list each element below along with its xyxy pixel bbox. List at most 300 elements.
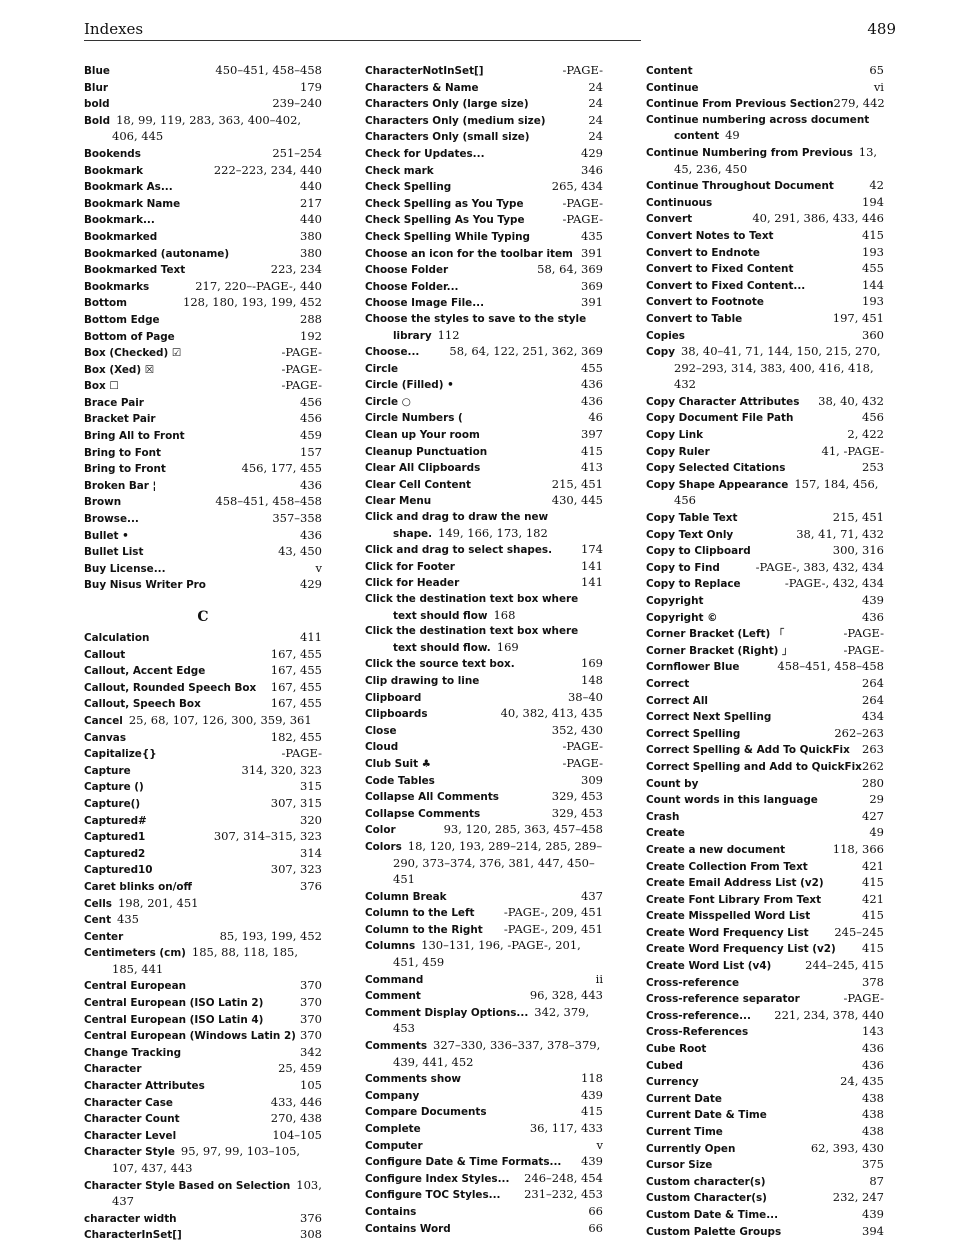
index-entry bbox=[84, 80, 322, 97]
index-entry bbox=[365, 1171, 603, 1188]
page-references: 198, 201, 451 bbox=[117, 895, 199, 910]
index-term: Create Word Frequency List bbox=[646, 926, 809, 939]
index-term: Create bbox=[646, 827, 685, 840]
index-term: Bullet List bbox=[84, 546, 144, 559]
index-entry bbox=[365, 1071, 603, 1088]
index-term: Collapse Comments bbox=[365, 807, 481, 820]
index-term: Check mark bbox=[365, 164, 434, 177]
index-entry bbox=[84, 912, 322, 929]
page-references: 128, 180, 193, 199, 452 bbox=[183, 295, 322, 310]
index-entry bbox=[84, 262, 322, 279]
index-term: Bookmark Name bbox=[84, 197, 181, 210]
index-entry bbox=[365, 723, 603, 740]
index-term: Comments bbox=[365, 1040, 428, 1053]
index-term: Circle bbox=[365, 362, 399, 375]
index-entry bbox=[646, 311, 884, 328]
page-references: 315 bbox=[300, 779, 322, 794]
page-references: 217 bbox=[300, 195, 322, 210]
index-term: Clear All Clipboards bbox=[365, 462, 481, 475]
index-entry bbox=[84, 544, 322, 561]
page-references: 455 bbox=[862, 261, 884, 276]
index-term: Correct Next Spelling bbox=[646, 711, 772, 724]
index-entry bbox=[84, 163, 322, 180]
page-references: 24 bbox=[588, 129, 603, 144]
page-number: 489 bbox=[867, 20, 896, 38]
index-term: Current Date bbox=[646, 1092, 722, 1105]
index-entry bbox=[84, 829, 322, 846]
page-references: 456 bbox=[862, 410, 884, 425]
index-term: Create Font Library From Text bbox=[646, 893, 822, 906]
index-entry bbox=[365, 1138, 603, 1155]
page-references: 262–263 bbox=[834, 725, 884, 740]
index-entry bbox=[365, 246, 603, 263]
page-references: 438 bbox=[862, 1107, 884, 1122]
index-term: Comment bbox=[365, 990, 421, 1003]
page-references: 42 bbox=[869, 178, 884, 193]
index-entry bbox=[365, 427, 603, 444]
index-term: Bottom bbox=[84, 297, 127, 310]
index-term: Characters Only (large size) bbox=[365, 98, 529, 111]
index-entry bbox=[646, 593, 884, 610]
index-entry bbox=[365, 212, 603, 229]
index-column-1 bbox=[84, 63, 322, 1244]
index-entry bbox=[646, 560, 884, 577]
page-references: 370 bbox=[300, 1028, 322, 1043]
index-entry bbox=[365, 444, 603, 461]
index-term: Calculation bbox=[84, 632, 150, 644]
page-references: 429 bbox=[300, 577, 322, 592]
index-entry bbox=[365, 575, 603, 592]
index-entry bbox=[646, 676, 884, 693]
index-term: Check Spelling As You Type bbox=[365, 214, 525, 227]
page-references: 279, 442 bbox=[833, 96, 885, 111]
index-entry bbox=[646, 96, 884, 113]
page-references: 391 bbox=[581, 245, 603, 260]
index-term: Capture() bbox=[84, 797, 141, 810]
page-references: 309 bbox=[581, 772, 603, 787]
page-references: 130–131, 196, -PAGE-, 201, 451, 459 bbox=[393, 938, 581, 970]
index-entry bbox=[646, 809, 884, 826]
page-references: 314 bbox=[300, 845, 322, 860]
index-term: Bring All to Front bbox=[84, 430, 185, 443]
page-references: 456 bbox=[300, 394, 322, 409]
index-term: Currency bbox=[646, 1076, 699, 1089]
index-entry bbox=[365, 656, 603, 673]
page-references: 380 bbox=[300, 245, 322, 260]
index-term: Characters Only (small size) bbox=[365, 131, 530, 144]
index-entry bbox=[84, 445, 322, 462]
index-entry bbox=[365, 510, 603, 542]
page-references: 360 bbox=[862, 327, 884, 342]
index-entry bbox=[84, 494, 322, 511]
index-entry bbox=[646, 394, 884, 411]
index-entry bbox=[646, 195, 884, 212]
index-entry bbox=[365, 673, 603, 690]
page-references: 58, 64, 369 bbox=[537, 262, 603, 277]
index-term: Character Level bbox=[84, 1129, 177, 1142]
index-term: Canvas bbox=[84, 731, 127, 744]
index-term: Cornflower Blue bbox=[646, 661, 740, 674]
page-references: 66 bbox=[588, 1203, 603, 1218]
page-references: 413 bbox=[581, 460, 603, 475]
page-references: 456, 177, 455 bbox=[241, 461, 322, 476]
page-references: 18, 120, 193, 289–214, 285, 289–290, 373–374, 376, 381, 447, 450–451 bbox=[393, 838, 603, 887]
index-entry bbox=[365, 262, 603, 279]
index-entry bbox=[84, 246, 322, 263]
index-term: Color bbox=[365, 824, 396, 837]
index-entry bbox=[646, 941, 884, 958]
index-term: Clipboards bbox=[365, 708, 428, 721]
page-references: 93, 120, 285, 363, 457–458 bbox=[443, 822, 603, 837]
index-entry bbox=[84, 1028, 322, 1045]
index-entry bbox=[646, 477, 884, 510]
page-references: 87 bbox=[869, 1173, 884, 1188]
index-entry bbox=[84, 1078, 322, 1095]
page-references: 435 bbox=[117, 912, 139, 927]
index-term: Click for Header bbox=[365, 577, 460, 590]
page-references: 192 bbox=[300, 328, 322, 343]
index-entry bbox=[365, 146, 603, 163]
index-entry bbox=[646, 693, 884, 710]
index-term: Columns bbox=[365, 940, 416, 953]
index-entry bbox=[646, 842, 884, 859]
index-entry bbox=[84, 1178, 322, 1211]
index-entry bbox=[646, 1041, 884, 1058]
index-entry bbox=[84, 378, 322, 395]
page-references: 143 bbox=[862, 1024, 884, 1039]
page-references: 288 bbox=[300, 311, 322, 326]
header-rule bbox=[84, 40, 641, 41]
index-term: CharacterNotInSet[] bbox=[365, 65, 484, 77]
index-entry bbox=[84, 329, 322, 346]
page-references: -PAGE- bbox=[562, 755, 603, 770]
index-term: Browse... bbox=[84, 513, 139, 526]
index-term: Clean up Your room bbox=[365, 429, 480, 442]
page-references: -PAGE- bbox=[562, 195, 603, 210]
page-references: 46 bbox=[588, 410, 603, 425]
index-term: Comment Display Options... bbox=[365, 1006, 529, 1019]
index-term: Corner Bracket (Left) 「 bbox=[646, 628, 785, 641]
index-entry bbox=[365, 96, 603, 113]
index-term: CharacterInSet[] bbox=[84, 1229, 182, 1242]
index-term: Check for Updates... bbox=[365, 147, 485, 160]
index-term: Caret blinks on/off bbox=[84, 880, 192, 893]
index-term: Custom Character(s) bbox=[646, 1192, 767, 1205]
index-term: Copy Character Attributes bbox=[646, 395, 800, 408]
index-entry bbox=[365, 1204, 603, 1221]
index-entry bbox=[646, 410, 884, 427]
index-term: Correct Spelling and Add to QuickFix bbox=[646, 760, 862, 773]
index-entry bbox=[646, 211, 884, 228]
index-term: Cursor Size bbox=[646, 1159, 713, 1172]
index-entry bbox=[365, 1121, 603, 1138]
index-term: Captured10 bbox=[84, 864, 153, 877]
index-entry bbox=[365, 690, 603, 707]
index-term: Bring to Front bbox=[84, 463, 166, 476]
index-term: Count by bbox=[646, 777, 699, 790]
index-entry bbox=[646, 759, 884, 776]
page-references: -PAGE- bbox=[562, 212, 603, 227]
index-term: Club Suit ♣ bbox=[365, 757, 431, 770]
index-entry bbox=[365, 706, 603, 723]
index-term: Cube Root bbox=[646, 1043, 707, 1056]
index-entry bbox=[84, 763, 322, 780]
page-references: 308 bbox=[300, 1227, 322, 1242]
index-entry bbox=[365, 1088, 603, 1105]
index-term: Create Word List (v4) bbox=[646, 960, 772, 973]
index-term: Cross-reference... bbox=[646, 1009, 751, 1022]
page-references: 185, 88, 118, 185, 185, 441 bbox=[112, 945, 298, 976]
index-entry bbox=[646, 792, 884, 809]
page-references: 245–245 bbox=[834, 924, 884, 939]
index-entry bbox=[365, 1005, 603, 1038]
index-entry bbox=[84, 179, 322, 196]
index-term: Currently Open bbox=[646, 1142, 736, 1155]
index-entry bbox=[646, 659, 884, 676]
page-references: 217, 220–-PAGE-, 440 bbox=[195, 278, 322, 293]
index-entry bbox=[365, 889, 603, 906]
index-term: Correct bbox=[646, 677, 690, 690]
index-term: Column to the Right bbox=[365, 923, 483, 936]
page-references: 232, 247 bbox=[832, 1190, 884, 1205]
index-entry bbox=[84, 212, 322, 229]
page-references: 43, 450 bbox=[278, 544, 322, 559]
page-references: 25, 68, 107, 126, 300, 359, 361 bbox=[128, 712, 312, 727]
page-references: 168 bbox=[493, 607, 516, 622]
index-term: Blue bbox=[84, 65, 110, 77]
index-entry bbox=[84, 528, 322, 545]
index-term: Create Collection From Text bbox=[646, 860, 808, 873]
index-term: Custom character(s) bbox=[646, 1175, 766, 1188]
index-entry bbox=[84, 680, 322, 697]
page-references: 38, 41, 71, 432 bbox=[796, 526, 884, 541]
index-entry bbox=[365, 229, 603, 246]
index-term: Copy Text Only bbox=[646, 528, 734, 541]
index-term: Check Spelling as You Type bbox=[365, 197, 524, 210]
index-entry bbox=[646, 460, 884, 477]
page-references: -PAGE-, 432, 434 bbox=[784, 576, 884, 591]
index-entry bbox=[84, 478, 322, 495]
index-entry bbox=[84, 196, 322, 213]
page-references: 415 bbox=[581, 1104, 603, 1119]
index-entry bbox=[646, 626, 884, 643]
index-entry bbox=[646, 825, 884, 842]
index-term: Callout, Accent Edge bbox=[84, 665, 206, 678]
index-term: Column Break bbox=[365, 890, 447, 903]
page-references: -PAGE- bbox=[843, 626, 884, 641]
page-references: 391 bbox=[581, 295, 603, 310]
page-references: 157 bbox=[300, 444, 322, 459]
index-entry bbox=[646, 1207, 884, 1224]
page-references: 357–358 bbox=[272, 511, 322, 526]
index-term: Contains Word bbox=[365, 1222, 451, 1235]
page-references: 327–330, 336–337, 378–379, 439, 441, 452 bbox=[393, 1038, 601, 1069]
page-references: 49 bbox=[869, 825, 884, 840]
index-term: Characters Only (medium size) bbox=[365, 114, 546, 127]
index-term: Cloud bbox=[365, 741, 399, 754]
page-references: 300, 316 bbox=[832, 543, 884, 558]
page-references: 436 bbox=[300, 527, 322, 542]
index-term: Central European (ISO Latin 4) bbox=[84, 1013, 264, 1026]
index-entry bbox=[365, 344, 603, 361]
page-references: 342 bbox=[300, 1044, 322, 1059]
index-entry bbox=[646, 925, 884, 942]
page-references: -PAGE- bbox=[562, 63, 603, 77]
index-term: Click for Footer bbox=[365, 560, 455, 573]
index-term: Convert to Footnote bbox=[646, 296, 764, 309]
index-entry bbox=[646, 444, 884, 461]
index-term: Bookmark bbox=[84, 164, 143, 177]
index-entry bbox=[84, 879, 322, 896]
index-entry bbox=[84, 813, 322, 830]
index-term: Copy bbox=[646, 346, 675, 359]
index-entry bbox=[84, 846, 322, 863]
index-entry bbox=[365, 129, 603, 146]
index-entry bbox=[84, 113, 322, 146]
index-term: character width bbox=[84, 1212, 177, 1225]
index-term: Callout, Rounded Speech Box bbox=[84, 681, 257, 694]
page-references: 29 bbox=[869, 792, 884, 807]
index-term: Click the source text box. bbox=[365, 658, 515, 671]
index-entry bbox=[84, 945, 322, 978]
page-references: 38–40 bbox=[567, 689, 603, 704]
index-term: Company bbox=[365, 1089, 420, 1102]
index-term: Circle ○ bbox=[365, 395, 411, 408]
page-references: 112 bbox=[437, 327, 460, 342]
index-term: Broken Bar ¦ bbox=[84, 479, 157, 492]
index-entry bbox=[646, 726, 884, 743]
page-references: 434 bbox=[862, 709, 884, 724]
index-entry bbox=[646, 776, 884, 793]
page-references: 421 bbox=[862, 891, 884, 906]
index-entry bbox=[84, 929, 322, 946]
index-entry bbox=[84, 146, 322, 163]
index-term: Central European (ISO Latin 2) bbox=[84, 997, 264, 1010]
index-entry bbox=[84, 395, 322, 412]
index-term: Buy Nisus Writer Pro bbox=[84, 579, 206, 592]
index-entry bbox=[646, 261, 884, 278]
index-term: Continue Throughout Document bbox=[646, 180, 834, 193]
index-term: Clip drawing to line bbox=[365, 674, 480, 687]
index-term: Choose an icon for the toolbar item bbox=[365, 247, 573, 260]
index-term: Cells bbox=[84, 897, 112, 910]
index-entry bbox=[646, 427, 884, 444]
index-entry bbox=[365, 905, 603, 922]
page-references: 430, 445 bbox=[551, 493, 603, 508]
index-entry bbox=[84, 978, 322, 995]
index-term: Copy to Replace bbox=[646, 578, 741, 591]
index-term: Capitalize{} bbox=[84, 748, 157, 761]
index-term: Correct Spelling bbox=[646, 727, 741, 740]
index-term: Continue numbering across document content bbox=[646, 113, 870, 143]
index-term: Blur bbox=[84, 81, 109, 94]
page-references: 141 bbox=[581, 558, 603, 573]
page-references: 415 bbox=[581, 443, 603, 458]
page-references: 439 bbox=[581, 1154, 603, 1169]
index-term: Convert Notes to Text bbox=[646, 229, 774, 242]
index-term: Bookmark... bbox=[84, 214, 155, 227]
page-references: 167, 455 bbox=[270, 696, 322, 711]
page-references: 24 bbox=[588, 96, 603, 111]
index-term: Captured# bbox=[84, 814, 147, 827]
index-entry bbox=[646, 1174, 884, 1191]
index-entry bbox=[646, 975, 884, 992]
index-entry bbox=[84, 279, 322, 296]
index-term: Copy Link bbox=[646, 429, 704, 442]
index-term: Create Email Address List (v2) bbox=[646, 877, 824, 890]
page-references: 49 bbox=[725, 128, 740, 143]
index-term: Bookmarked bbox=[84, 230, 158, 243]
index-entry bbox=[646, 991, 884, 1008]
page-references: 438 bbox=[862, 1090, 884, 1105]
index-entry bbox=[84, 862, 322, 879]
index-term: Callout, Speech Box bbox=[84, 698, 201, 711]
page-references: 40, 382, 413, 435 bbox=[500, 706, 603, 721]
index-entry bbox=[84, 461, 322, 478]
page-references: 118, 366 bbox=[832, 841, 884, 856]
index-term: Configure Index Styles... bbox=[365, 1172, 510, 1185]
page-references: 411 bbox=[300, 630, 322, 644]
index-term: Choose... bbox=[365, 346, 420, 359]
index-entry bbox=[646, 543, 884, 560]
page-references: 221, 234, 378, 440 bbox=[774, 1007, 884, 1022]
index-term: Click the destination text box where text should flow bbox=[365, 593, 579, 622]
index-entry bbox=[365, 80, 603, 97]
page-references: 157, 184, 456, 456 bbox=[674, 476, 879, 508]
index-entry bbox=[84, 746, 322, 763]
index-entry bbox=[84, 345, 322, 362]
index-entry bbox=[365, 592, 603, 624]
index-entry bbox=[84, 1111, 322, 1128]
index-entry bbox=[365, 972, 603, 989]
index-entry bbox=[84, 713, 322, 730]
page-references: 450–451, 458–458 bbox=[215, 63, 322, 77]
index-entry bbox=[84, 730, 322, 747]
index-term: Configure Date & Time Formats... bbox=[365, 1156, 562, 1169]
index-term: Callout bbox=[84, 648, 126, 661]
page-references: 40, 291, 386, 433, 446 bbox=[752, 211, 884, 226]
index-term: Custom Date & Time... bbox=[646, 1208, 779, 1221]
index-term: Configure TOC Styles... bbox=[365, 1189, 501, 1202]
index-term: Computer bbox=[365, 1139, 423, 1152]
index-term: Check Spelling While Typing bbox=[365, 230, 530, 243]
page-references: 415 bbox=[862, 227, 884, 242]
index-entry bbox=[365, 295, 603, 312]
index-entry bbox=[84, 696, 322, 713]
index-term: Choose the styles to save to the style library bbox=[365, 312, 587, 342]
index-term: Box (Xed) ☒ bbox=[84, 363, 155, 376]
page-references: -PAGE- bbox=[281, 378, 322, 393]
index-term: Central European bbox=[84, 980, 187, 993]
index-entry bbox=[365, 410, 603, 427]
index-entry bbox=[646, 958, 884, 975]
page-references: 427 bbox=[862, 808, 884, 823]
index-entry bbox=[365, 196, 603, 213]
page-references: 174 bbox=[581, 542, 603, 557]
index-entry bbox=[84, 1061, 322, 1078]
page-references: 458–451, 458–458 bbox=[215, 494, 322, 509]
index-entry bbox=[365, 477, 603, 494]
index-term: Convert to Fixed Content bbox=[646, 263, 794, 276]
index-term: Click the destination text box where text should flow. bbox=[365, 625, 579, 654]
index-entry bbox=[365, 756, 603, 773]
index-term: Colors bbox=[365, 840, 402, 853]
index-term: Centimeters (cm) bbox=[84, 947, 186, 960]
page-references: v bbox=[315, 560, 322, 575]
page-references: 65 bbox=[869, 63, 884, 77]
page-references: 320 bbox=[300, 812, 322, 827]
page-references: -PAGE- bbox=[562, 739, 603, 754]
